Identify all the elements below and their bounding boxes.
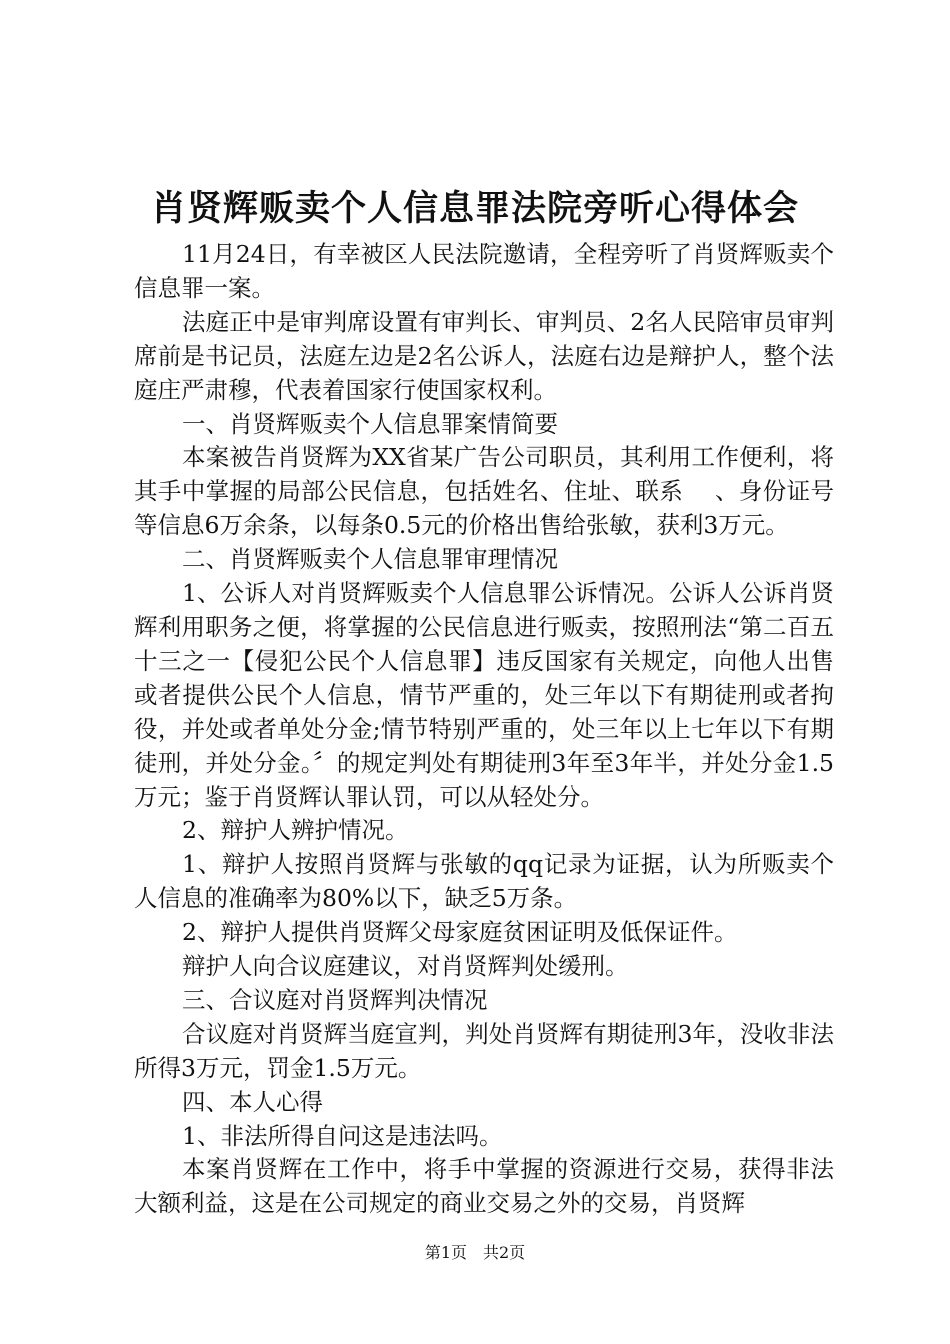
- paragraph: 2、辩护人提供肖贤辉父母家庭贫困证明及低保证件。: [182, 918, 738, 947]
- section-heading: 二、肖贤辉贩卖个人信息罪审理情况: [182, 545, 558, 574]
- section-heading: 一、肖贤辉贩卖个人信息罪案情简要: [182, 409, 558, 438]
- paragraph: 辩护人向合议庭建议，对肖贤辉判处缓刑。: [182, 952, 629, 981]
- document-body: [134, 238, 834, 1221]
- section-heading: 四、本人心得: [182, 1087, 323, 1116]
- paragraph: 11月24日，有幸被区人民法院邀请，全程旁听了肖贤辉贩卖个信息罪一案。: [134, 240, 834, 302]
- subsection-heading: 2、辩护人辨护情况。: [182, 816, 409, 845]
- paragraph: 1、辩护人按照肖贤辉与张敏的qq记录为证据，认为所贩卖个人信息的准确率为80%以下，缺乏5万条。: [134, 850, 834, 913]
- paragraph: 合议庭对肖贤辉当庭宣判，判处肖贤辉有期徒刑3年，没收非法所得3万元，罚金1.5万元。: [134, 1019, 834, 1082]
- paragraph: 法庭正中是审判席设置有审判长、审判员、2名人民陪审员审判席前是书记员，法庭左边是2名公诉人，法庭右边是辩护人，整个法庭庄严肃穆，代表着国家行使国家权利。: [134, 307, 834, 404]
- page-footer: 第1页 共2页: [424, 1243, 526, 1262]
- paragraph: 1、公诉人对肖贤辉贩卖个人信息罪公诉情况。公诉人公诉肖贤辉利用职务之便，将掌握的公民信息进行贩卖，按照刑法“第二百五十三之一【侵犯公民个人信息罪】违反国家有关规定，向他人出售或者提供公民个人信息，情节严重的，处三年以下有期徒刑或者拘役，并处或者单处分金;情节特别严重的，处三年以上七年以下有期徒刑，并处分金。〞的规定判处有期徒刑3年至3年半，并处分金1.5万元；鉴于肖贤辉认罪认罚，可以从轻处分。: [134, 579, 834, 811]
- document-title: 肖贤辉贩卖个人信息罪法院旁听心得体会: [150, 188, 799, 229]
- section-heading: 三、合议庭对肖贤辉判决情况: [182, 985, 488, 1014]
- subsection-heading: 1、非法所得自问这是违法吗。: [182, 1121, 503, 1150]
- paragraph: 本案被告肖贤辉为XX省某广告公司职员，其利用工作便利，将其手中掌握的局部公民信息，包括姓名、住址、联系 、身份证号等信息6万余条，以每条0.5元的价格出售给张敏，获利3万元。: [134, 443, 834, 540]
- paragraph: 本案肖贤辉在工作中，将手中掌握的资源进行交易，获得非法大额利益，这是在公司规定的商业交易之外的交易，肖贤辉: [134, 1155, 834, 1218]
